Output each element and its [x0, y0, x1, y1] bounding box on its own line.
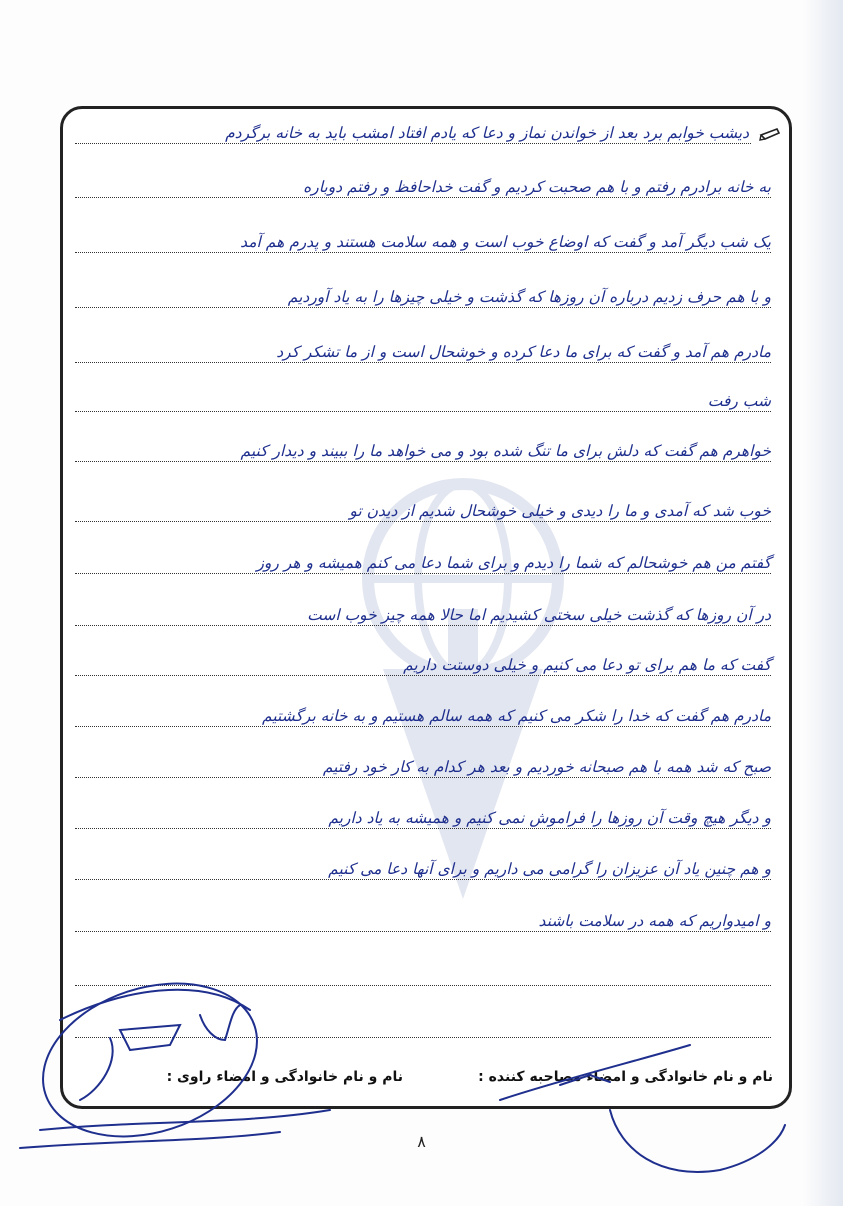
handwritten-line: مادرم هم آمد و گفت که برای ما دعا کرده و خوشحال است و از ما تشکر کرد	[276, 343, 771, 361]
ruled-line	[75, 252, 771, 253]
page-edge-shadow	[803, 0, 843, 1206]
handwritten-line: به خانه برادرم رفتم و با هم صحبت کردیم و گفت خداحافظ و رفتم دوباره	[303, 178, 771, 196]
handwritten-line: خواهرم هم گفت که دلش برای ما تنگ شده بود و می خواهد ما را ببیند و دیدار کنیم	[240, 442, 771, 460]
handwritten-line: خوب شد که آمدی و ما را دیدی و خیلی خوشحال شدیم از دیدن تو	[349, 502, 771, 520]
ruled-line	[75, 985, 771, 986]
handwritten-line: گفتم من هم خوشحالم که شما را دیدم و برای شما دعا می کنم همیشه و هر روز	[256, 554, 771, 572]
ruled-line	[75, 828, 771, 829]
page-number: ۸	[417, 1132, 426, 1151]
ruled-line	[75, 411, 771, 412]
handwritten-line: شب رفت	[707, 392, 771, 410]
ruled-line	[75, 307, 771, 308]
ruled-line	[75, 461, 771, 462]
ruled-line	[75, 1037, 771, 1038]
ruled-line	[75, 521, 771, 522]
narrator-signature-label: نام و نام خانوادگی و امضاء راوی :	[166, 1069, 403, 1085]
ruled-line	[75, 777, 771, 778]
handwritten-line: گفت که ما هم برای تو دعا می کنیم و خیلی دوستت داریم	[403, 656, 771, 674]
handwritten-line: مادرم هم گفت که خدا را شکر می کنیم که همه سالم هستیم و به خانه برگشتیم	[262, 707, 771, 725]
handwritten-line: صبح که شد همه با هم صبحانه خوردیم و بعد هر کدام به کار خود رفتیم	[322, 758, 771, 776]
ruled-line	[75, 675, 771, 676]
handwritten-line: در آن روزها که گذشت خیلی سختی کشیدیم اما حالا همه چیز خوب است	[307, 606, 771, 624]
ruled-line	[75, 362, 771, 363]
handwritten-line: و هم چنین یاد آن عزیزان را گرامی می داریم و برای آنها دعا می کنیم	[328, 860, 771, 878]
ruled-line	[75, 625, 771, 626]
ruled-line	[75, 197, 771, 198]
handwritten-line: دیشب خوابم برد بعد از خواندن نماز و دعا که یادم افتاد امشب باید به خانه برگردم	[225, 124, 749, 142]
interviewer-signature-label: نام و نام خانوادگی و امضاء مصاحبه کننده :	[478, 1069, 773, 1085]
ruled-line	[75, 931, 771, 932]
handwritten-line: و با هم حرف زدیم درباره آن روزها که گذشت و خیلی چیزها را به یاد آوردیم	[287, 288, 771, 306]
ruled-line	[75, 573, 771, 574]
form-frame	[60, 106, 792, 1109]
ruled-line	[75, 143, 751, 144]
ruled-line	[75, 726, 771, 727]
handwritten-line: یک شب دیگر آمد و گفت که اوضاع خوب است و همه سلامت هستند و پدرم هم آمد	[240, 233, 771, 251]
handwritten-line: و امیدواریم که همه در سلامت باشند	[538, 912, 771, 930]
ruled-line	[75, 879, 771, 880]
handwritten-line: و دیگر هیچ وقت آن روزها را فراموش نمی کنیم و همیشه به یاد داریم	[328, 809, 771, 827]
pen-icon	[759, 127, 781, 143]
